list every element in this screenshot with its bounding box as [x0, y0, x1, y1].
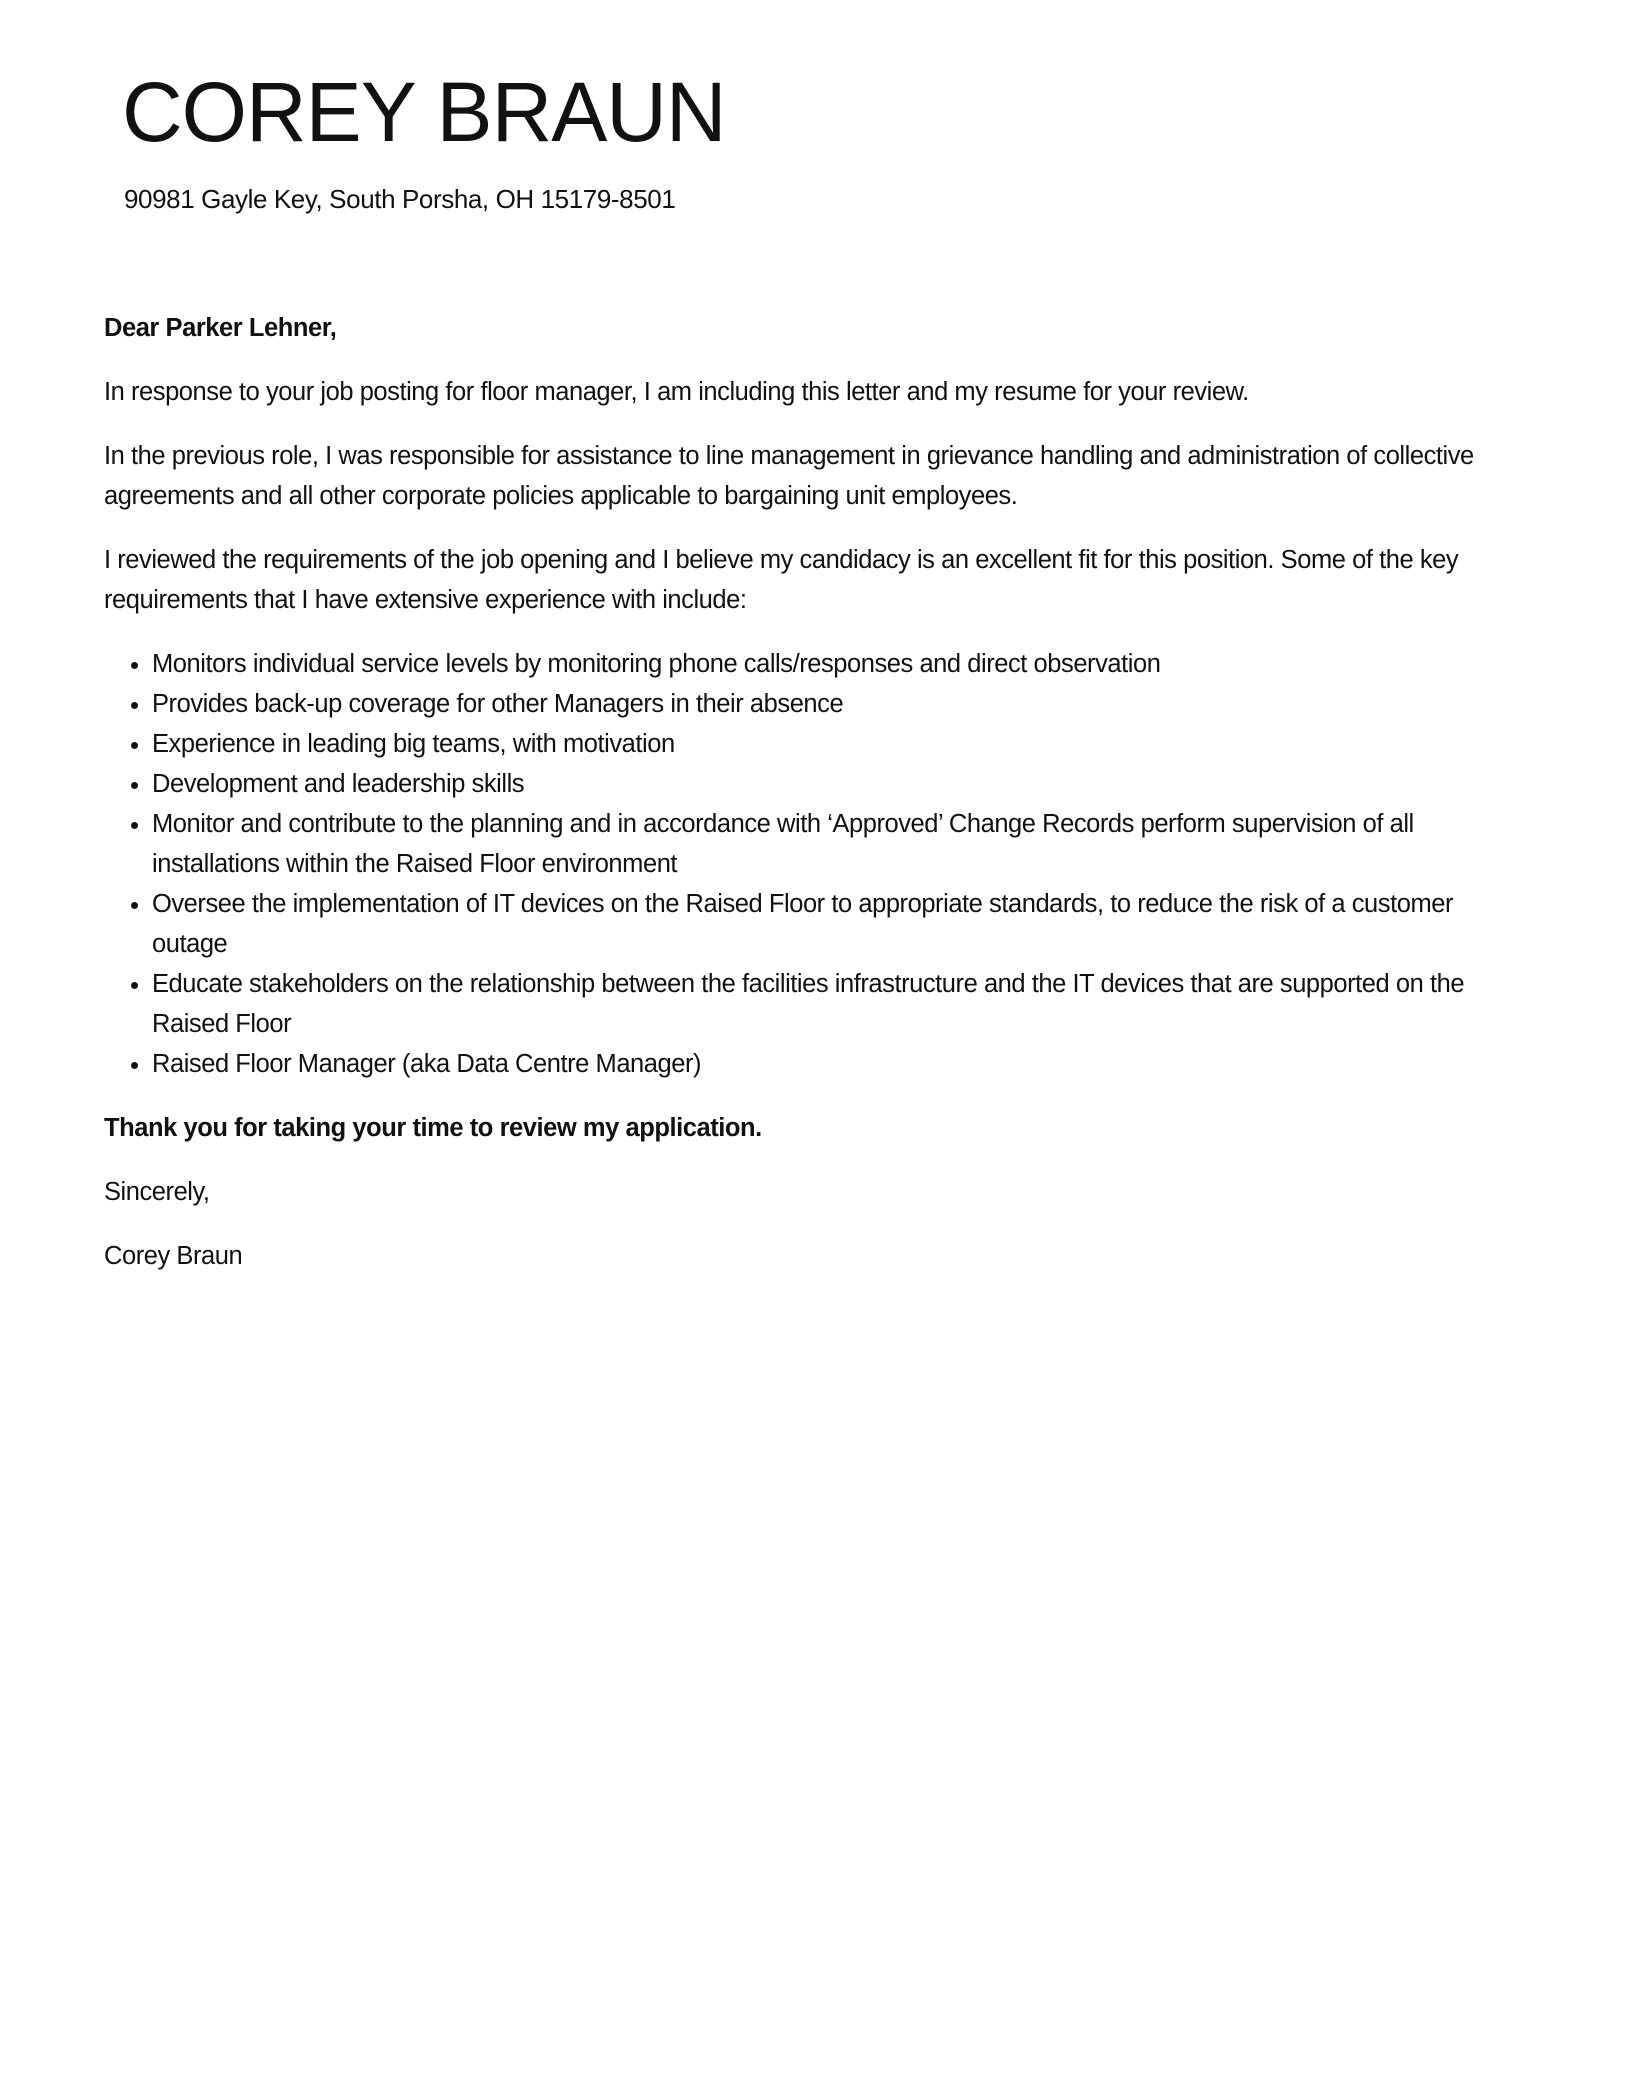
list-item: • Provides back-up coverage for other Managers in their absence	[152, 684, 1534, 724]
signature: Corey Braun	[104, 1242, 243, 1270]
signoff: Sincerely,	[104, 1178, 210, 1206]
list-item: • Raised Floor Manager (aka Data Centre Manager)	[152, 1044, 1534, 1084]
applicant-name: COREY BRAUN	[122, 65, 726, 159]
list-item: • Experience in leading big teams, with motivation	[152, 724, 1534, 764]
applicant-address: 90981 Gayle Key, South Porsha, OH 15179-8501	[124, 184, 676, 214]
list-item: • Monitor and contribute to the planning and in accordance with ‘Approved’ Change Records perform supervision of all installations within the Raised Floor environment	[152, 804, 1534, 884]
requirements-list	[104, 644, 1534, 1084]
letter-body	[104, 308, 1534, 1300]
paragraph-intro: In response to your job posting for floor manager, I am including this letter and my resume for your review.	[104, 378, 1249, 406]
list-item: • Development and leadership skills	[152, 764, 1534, 804]
list-item: • Oversee the implementation of IT devices on the Raised Floor to appropriate standards, to reduce the risk of a customer outage	[152, 884, 1534, 964]
list-item: • Educate stakeholders on the relationship between the facilities infrastructure and the IT devices that are supported on the Raised Floor	[152, 964, 1534, 1044]
paragraph-requirements: I reviewed the requirements of the job opening and I believe my candidacy is an excellent fit for this position. Some of the key requirements that I have extensive experience with include:	[104, 546, 1459, 614]
list-item: • Monitors individual service levels by monitoring phone calls/responses and direct observation	[152, 644, 1534, 684]
greeting: Dear Parker Lehner,	[104, 314, 337, 342]
closing-line: Thank you for taking your time to review my application.	[104, 1114, 762, 1142]
paragraph-experience: In the previous role, I was responsible for assistance to line management in grievance handling and administration of collective agreements and all other corporate policies applicable to bargaining unit employees.	[104, 442, 1474, 510]
